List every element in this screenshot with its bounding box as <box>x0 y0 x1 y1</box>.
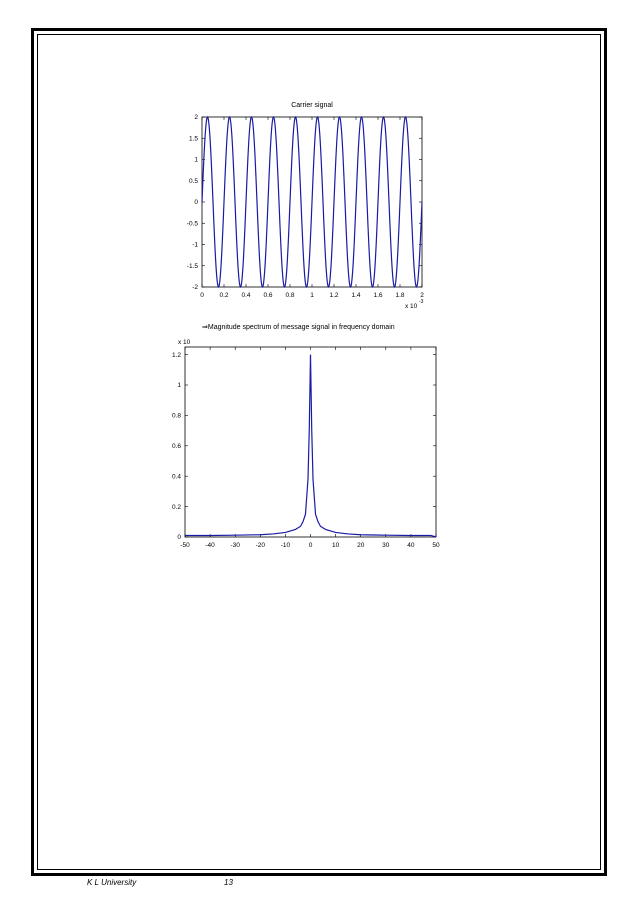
x-tick-label: 20 <box>357 542 365 549</box>
x-tick-label: 0 <box>308 542 313 549</box>
carrier-signal-series-line <box>202 117 422 287</box>
y-tick-label: 1 <box>177 382 181 390</box>
x-tick-label: 1.6 <box>373 292 383 299</box>
x-tick-label: 40 <box>407 542 415 549</box>
carrier-signal-chart <box>186 95 440 315</box>
x-tick-label: 0.8 <box>285 292 295 299</box>
arrow-icon: ⇒ <box>202 324 208 331</box>
footer-university: K L University <box>87 878 137 887</box>
x-tick-label: -10 <box>280 542 291 549</box>
x-exponent-label: x 10 <box>405 303 418 310</box>
x-tick-label: -40 <box>205 542 215 549</box>
x-exponent-power: -3 <box>419 299 424 305</box>
y-exponent-label: x 10 <box>178 339 191 346</box>
y-tick-label: -1.5 <box>186 262 198 270</box>
magnitude-spectrum-chart <box>160 335 460 560</box>
spectrum-series-line <box>185 355 436 537</box>
x-tick-label: 0 <box>200 292 204 299</box>
x-tick-label: -50 <box>180 542 190 549</box>
y-tick-label: 0.6 <box>171 443 181 450</box>
x-tick-label: -30 <box>230 542 240 549</box>
y-tick-label: 0.2 <box>171 503 181 511</box>
y-tick-label: -2 <box>192 284 198 292</box>
footer-page-number: 13 <box>224 878 233 887</box>
spectrum-caption-text: Magnitude spectrum of message signal in frequency domain <box>207 324 395 331</box>
y-tick-label: 0.5 <box>188 177 198 185</box>
x-tick-label: 10 <box>331 542 340 549</box>
y-tick-label: 0 <box>177 534 181 542</box>
x-tick-label: 1.4 <box>351 292 361 299</box>
x-tick-label: 30 <box>382 542 390 549</box>
x-tick-label: 1.8 <box>395 292 405 299</box>
y-tick-label: 1.2 <box>171 351 181 359</box>
x-tick-label: -20 <box>255 542 266 549</box>
y-tick-label: -1 <box>192 241 198 249</box>
x-tick-label: 2 <box>420 292 424 299</box>
spectrum-caption <box>202 323 395 331</box>
x-tick-label: 0.2 <box>219 292 229 299</box>
y-tick-label: -0.5 <box>186 220 198 228</box>
x-tick-label: 0.4 <box>241 292 251 299</box>
x-tick-label: 0.6 <box>263 292 273 299</box>
x-tick-label: 1 <box>310 292 314 299</box>
y-tick-label: 0 <box>194 199 198 207</box>
y-tick-label: 0.4 <box>171 473 181 481</box>
y-tick-label: 0.8 <box>171 412 181 420</box>
y-tick-label: 1 <box>194 156 198 164</box>
tick-group <box>172 347 440 549</box>
tick-group <box>187 114 424 299</box>
y-tick-label: 2 <box>194 114 198 122</box>
x-tick-label: 50 <box>432 542 440 549</box>
chart-title: Carrier signal <box>291 102 333 109</box>
y-tick-label: 1.5 <box>188 135 198 143</box>
x-tick-label: 1.2 <box>329 292 339 299</box>
